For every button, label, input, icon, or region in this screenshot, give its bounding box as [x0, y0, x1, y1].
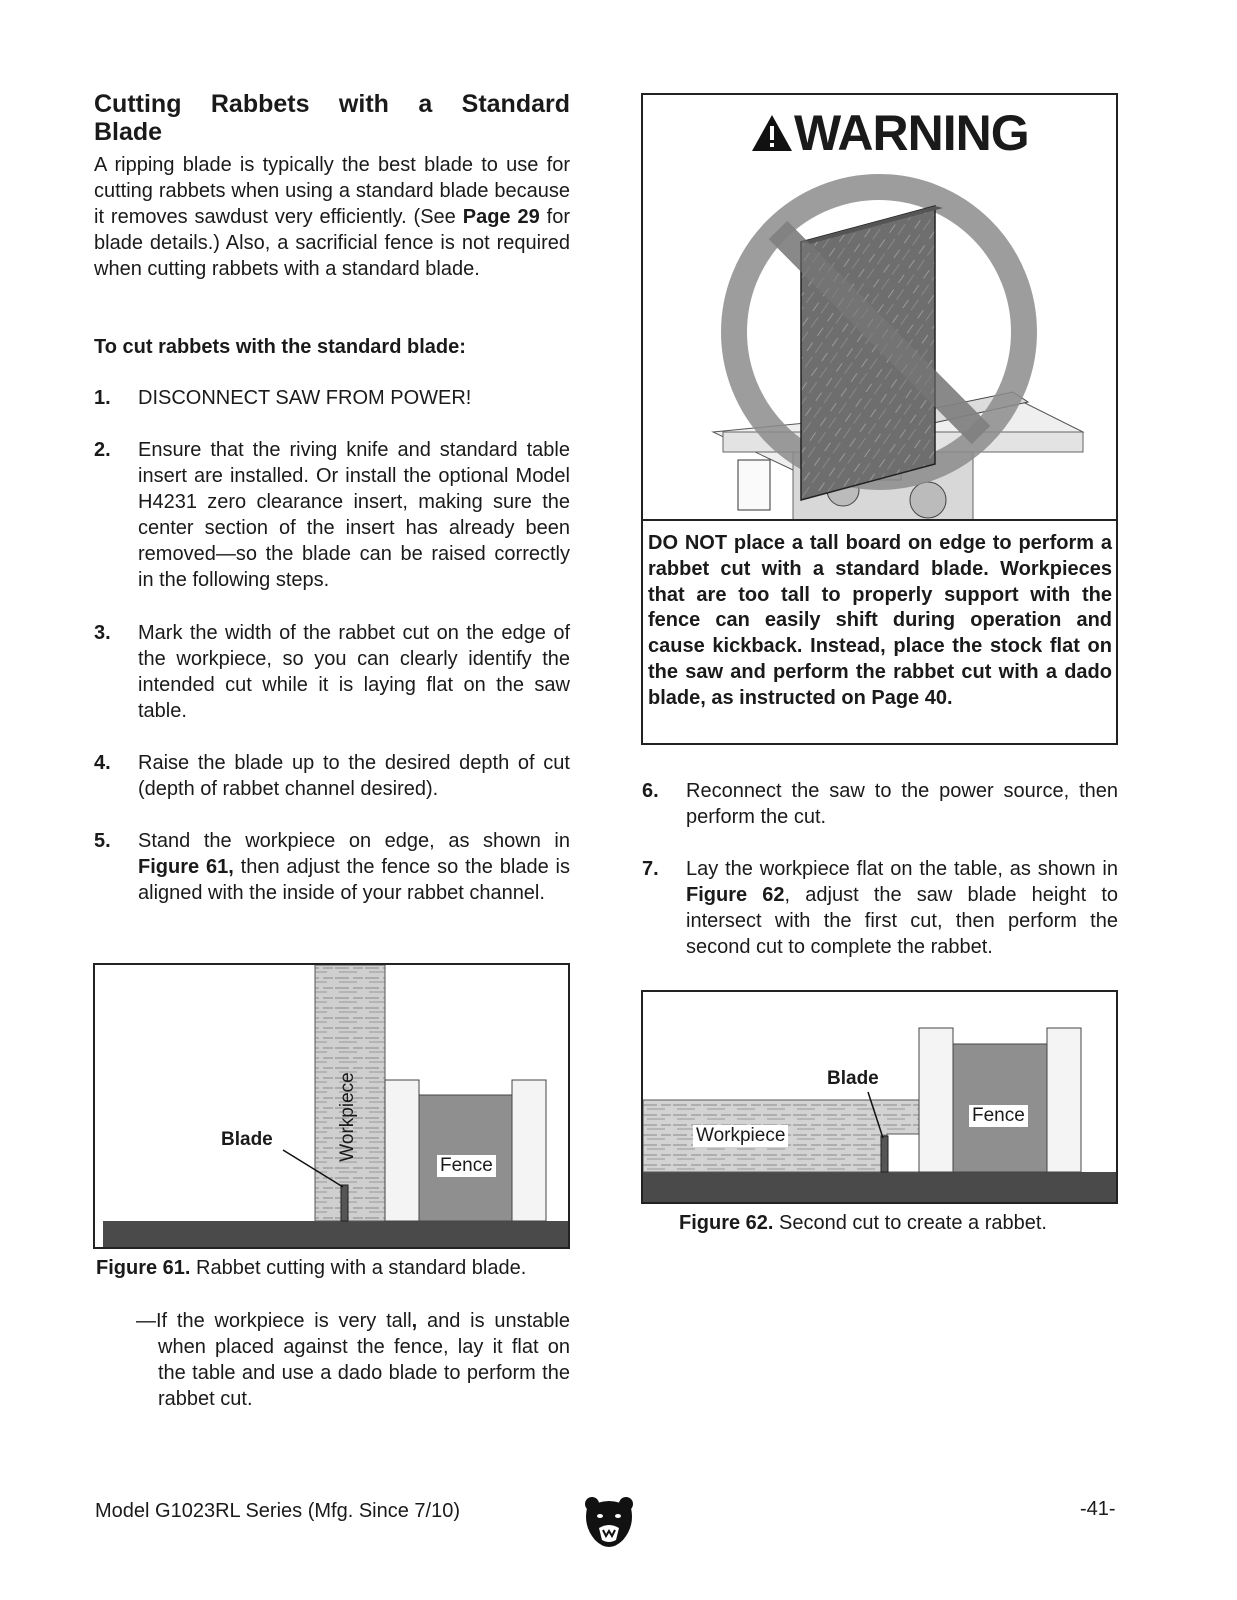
figure-62-drawing	[643, 992, 1116, 1202]
caption-label: Figure 61.	[96, 1257, 191, 1279]
step-text: Reconnect the saw to the power source, then perform the cut.	[686, 780, 1118, 828]
fence-right-face	[512, 1080, 546, 1221]
step-number: 4.	[94, 752, 111, 774]
step-text	[686, 856, 1118, 960]
figure-62-caption	[679, 1210, 1047, 1236]
step-text-b: then adjust the fence so the blade is aligned with the inside of your rabbet channel.	[138, 856, 570, 904]
step-text-b: , adjust the saw blade height to intersect with the first cut, then perform the second cut to complete the rabbet.	[686, 884, 1118, 958]
warning-title: WARNING	[794, 105, 1029, 161]
note-text-b: and is unstable when placed against the fence, lay it flat on the table and use a dado blade to perform the rabbet cut.	[158, 1310, 570, 1410]
step-text: Mark the width of the rabbet cut on the edge of the workpiece, so you can clearly identify the intended cut while it is laying flat on the saw table.	[138, 622, 570, 722]
step-number: 1.	[94, 387, 111, 409]
caption-text: Second cut to create a rabbet.	[773, 1212, 1047, 1234]
figure-61-caption	[96, 1255, 526, 1281]
section-title	[94, 90, 570, 118]
warning-triangle-icon	[750, 113, 794, 153]
fence-label: Fence	[969, 1105, 1028, 1127]
step-number: 6.	[642, 780, 659, 802]
note-text-a: —If the workpiece is very tall	[136, 1310, 412, 1332]
blade	[881, 1136, 888, 1172]
fence-left-face	[919, 1028, 953, 1172]
step-text-a: Stand the workpiece on edge, as shown in	[138, 830, 570, 852]
rabbet-notch	[887, 1134, 919, 1172]
step-text: DISCONNECT SAW FROM POWER!	[138, 387, 472, 409]
figure-61-drawing	[95, 965, 568, 1247]
figure-62	[641, 990, 1118, 1204]
caption-text: Rabbet cutting with a standard blade.	[190, 1257, 527, 1279]
step-text: Ensure that the riving knife and standard table insert are installed. Or install the optional Model H4231 zero clearance insert, making sure the center section of the insert has already been removed—so the blade can be raised correctly in the following steps.	[138, 439, 570, 591]
section-title-line2: Blade	[94, 118, 163, 146]
blade	[341, 1185, 348, 1221]
blade-label: Blade	[221, 1129, 273, 1150]
step-number: 7.	[642, 858, 659, 880]
note-bold: ,	[411, 1310, 418, 1332]
step-number: 5.	[94, 830, 111, 852]
workpiece-label: Workpiece	[693, 1125, 788, 1147]
step-text	[138, 828, 570, 906]
figure-61	[93, 963, 570, 1249]
warning-divider	[643, 519, 1116, 521]
step-text: Raise the blade up to the desired depth of cut (depth of rabbet channel desired).	[138, 752, 570, 800]
caption-label: Figure 62.	[679, 1212, 774, 1234]
figure-reference: Figure 61,	[138, 856, 234, 878]
procedure-heading: To cut rabbets with the standard blade:	[94, 336, 466, 358]
page-reference: Page 29	[462, 206, 540, 228]
grizzly-bear-logo	[583, 1496, 635, 1550]
blade-label: Blade	[827, 1068, 879, 1089]
warning-illustration	[643, 170, 1116, 520]
intro-text-a: A ripping blade is typically the best blade to use for cutting rabbets when using a standard blade because it removes sawdust very efficiently. (See	[94, 154, 570, 228]
intro-paragraph	[94, 152, 570, 282]
fence-label: Fence	[437, 1155, 496, 1177]
fence-right-face	[1047, 1028, 1081, 1172]
footer-model: Model G1023RL Series (Mfg. Since 7/10)	[95, 1500, 460, 1522]
step-number: 2.	[94, 439, 111, 461]
warning-text: DO NOT place a tall board on edge to perform a rabbet cut with a standard blade. Workpieces that are too tall to properly support with the fence can easily shift during operation and cause kickback. Instead, place the stock flat on the saw and perform the rabbet cut with a dado blade, as instructed on Page 40.	[648, 532, 1112, 709]
intro-text-b: for blade details.) Also, a sacrificial fence is not required when cutting rabbets with a standard blade.	[94, 206, 570, 280]
fence-left-face	[385, 1080, 419, 1221]
workpiece-label: Workpiece	[337, 1072, 358, 1162]
saw-table	[103, 1221, 568, 1247]
tall-workpiece-note	[136, 1308, 570, 1412]
step-number: 3.	[94, 622, 111, 644]
footer-page-number: -41-	[1080, 1498, 1116, 1520]
step-text-a: Lay the workpiece flat on the table, as shown in	[686, 858, 1118, 880]
warning-header	[750, 104, 1029, 162]
saw-table	[643, 1172, 1116, 1202]
section-title-line1: Cutting Rabbets with a Standard	[94, 90, 570, 118]
figure-reference: Figure 62	[686, 884, 785, 906]
